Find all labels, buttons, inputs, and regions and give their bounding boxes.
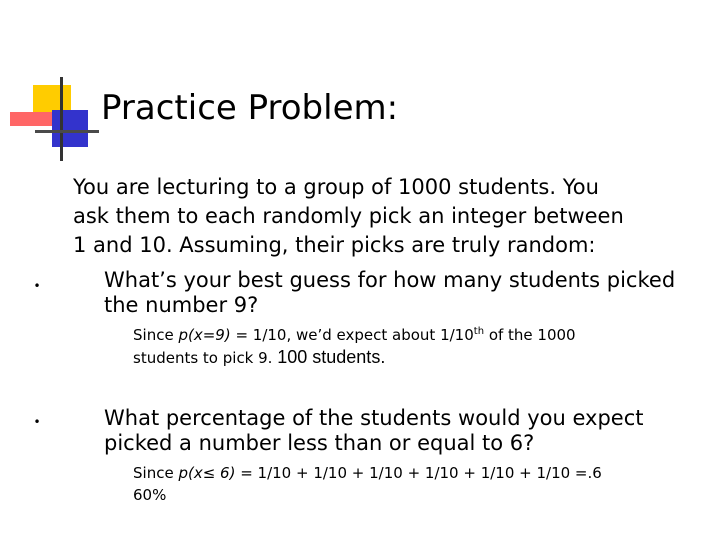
probability-expression: p(x≤ 6) — [178, 464, 236, 482]
answer-text: of the 1000 — [484, 326, 576, 344]
question-line: What’s your best guess for how many students picked — [104, 268, 676, 292]
superscript: th — [473, 326, 485, 337]
answer-one — [133, 324, 703, 369]
question-one — [104, 268, 704, 318]
decorative-horizontal-line — [35, 130, 99, 133]
intro-line: You are lecturing to a group of 1000 students. You — [73, 175, 599, 199]
intro-paragraph — [73, 173, 703, 260]
answer-text: = 1/10, we’d expect about 1/10 — [230, 326, 474, 344]
slide-title: Practice Problem: — [101, 88, 399, 128]
question-line: What percentage of the students would you expect — [104, 406, 644, 430]
answer-result: 100 students. — [277, 347, 386, 367]
answer-line — [133, 346, 703, 369]
question-two — [104, 406, 704, 456]
decorative-vertical-line — [60, 77, 63, 161]
answer-line — [133, 462, 703, 484]
probability-expression: p(x=9) — [178, 326, 231, 344]
answer-line — [133, 324, 703, 346]
answer-two — [133, 462, 703, 506]
bullet-icon: • — [33, 279, 41, 293]
answer-since: Since — [133, 464, 179, 482]
question-line: picked a number less than or equal to 6? — [104, 431, 535, 455]
bullet-icon: • — [33, 415, 41, 429]
intro-line: 1 and 10. Assuming, their picks are truly random: — [73, 233, 596, 257]
answer-text: = 1/10 + 1/10 + 1/10 + 1/10 + 1/10 + 1/10 =.6 — [235, 464, 602, 482]
decorative-red-bar — [10, 112, 56, 126]
answer-result: 60% — [133, 486, 167, 504]
question-line: the number 9? — [104, 293, 259, 317]
answer-since: Since — [133, 326, 179, 344]
decorative-blue-square — [52, 110, 88, 147]
answer-text: students to pick 9. — [133, 349, 278, 367]
intro-line: ask them to each randomly pick an integer between — [73, 204, 624, 228]
